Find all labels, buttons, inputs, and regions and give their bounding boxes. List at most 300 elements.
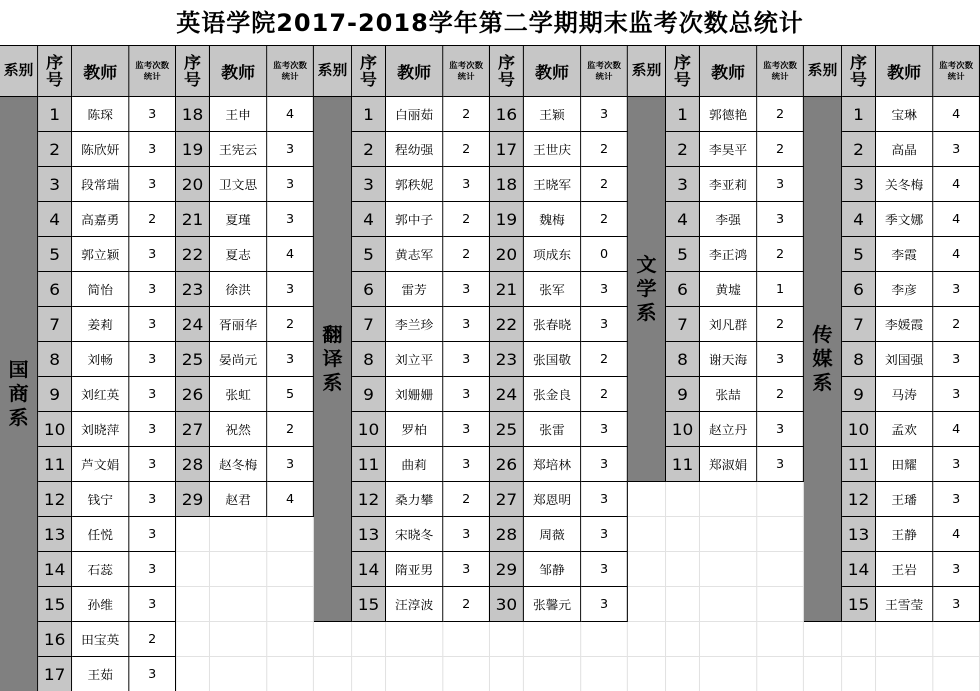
empty-cell [524, 657, 581, 691]
invigilation-count: 2 [581, 132, 628, 167]
invigilation-count: 4 [933, 167, 980, 202]
teacher-name: 石蕊 [72, 552, 129, 587]
invigilation-count: 2 [757, 132, 804, 167]
empty-cell [757, 482, 804, 517]
empty-cell [628, 622, 666, 657]
invigilation-count: 4 [267, 237, 314, 272]
row-index: 6 [352, 272, 386, 307]
teacher-name: 姜莉 [72, 307, 129, 342]
invigilation-count: 4 [933, 237, 980, 272]
row-index: 22 [176, 237, 210, 272]
empty-cell [666, 622, 700, 657]
row-index: 7 [842, 307, 876, 342]
empty-cell [210, 552, 267, 587]
empty-cell [666, 482, 700, 517]
invigilation-count: 2 [581, 167, 628, 202]
row-index: 20 [490, 237, 524, 272]
empty-cell [666, 552, 700, 587]
empty-cell [490, 657, 524, 691]
invigilation-count: 3 [443, 552, 490, 587]
row-index: 3 [666, 167, 700, 202]
teacher-name: 刘红英 [72, 377, 129, 412]
invigilation-count: 2 [267, 412, 314, 447]
teacher-name: 李媛霞 [876, 307, 933, 342]
invigilation-count: 3 [933, 377, 980, 412]
invigilation-count: 2 [757, 307, 804, 342]
teacher-name: 张春晓 [524, 307, 581, 342]
empty-cell [386, 622, 443, 657]
teacher-name: 孟欢 [876, 412, 933, 447]
invigilation-count: 3 [933, 447, 980, 482]
department-2: 翻译系 [314, 97, 352, 622]
invigilation-count: 3 [129, 237, 176, 272]
teacher-name: 王茹 [72, 657, 129, 691]
teacher-name: 周薇 [524, 517, 581, 552]
invigilation-count: 3 [581, 587, 628, 622]
teacher-name: 夏志 [210, 237, 267, 272]
invigilation-count: 3 [757, 342, 804, 377]
invigilation-count: 4 [267, 482, 314, 517]
invigilation-count: 3 [757, 412, 804, 447]
invigilation-count: 3 [581, 482, 628, 517]
invigilation-count: 2 [581, 377, 628, 412]
invigilation-count: 3 [443, 342, 490, 377]
empty-cell [757, 552, 804, 587]
teacher-name: 段常瑞 [72, 167, 129, 202]
row-index: 19 [176, 132, 210, 167]
teacher-name: 赵冬梅 [210, 447, 267, 482]
invigilation-count: 3 [443, 167, 490, 202]
row-index: 4 [666, 202, 700, 237]
invigilation-count: 3 [933, 482, 980, 517]
row-index: 14 [842, 552, 876, 587]
teacher-name: 张雷 [524, 412, 581, 447]
row-index: 17 [490, 132, 524, 167]
invigilation-count: 5 [267, 377, 314, 412]
row-index: 8 [352, 342, 386, 377]
invigilation-count: 3 [443, 447, 490, 482]
invigilation-count: 3 [443, 307, 490, 342]
empty-cell [757, 587, 804, 622]
invigilation-count: 2 [129, 622, 176, 657]
empty-cell [210, 622, 267, 657]
header-index: 序号 [842, 46, 876, 97]
empty-cell [352, 622, 386, 657]
empty-cell [176, 587, 210, 622]
invigilation-count: 3 [933, 587, 980, 622]
row-index: 26 [176, 377, 210, 412]
invigilation-count: 2 [757, 237, 804, 272]
page-title: 英语学院2017-2018学年第二学期期末监考次数总统计 [176, 9, 804, 37]
teacher-name: 陈琛 [72, 97, 129, 132]
row-index: 4 [352, 202, 386, 237]
empty-cell [876, 622, 933, 657]
empty-cell [804, 622, 842, 657]
empty-cell [700, 482, 757, 517]
invigilation-count: 4 [267, 97, 314, 132]
teacher-name: 曲莉 [386, 447, 443, 482]
row-index: 1 [38, 97, 72, 132]
row-index: 6 [666, 272, 700, 307]
teacher-name: 卫文思 [210, 167, 267, 202]
header-teacher: 教师 [386, 46, 443, 97]
teacher-name: 郑恩明 [524, 482, 581, 517]
invigilation-count: 3 [581, 517, 628, 552]
empty-cell [176, 622, 210, 657]
teacher-name: 郭秩妮 [386, 167, 443, 202]
empty-cell [267, 587, 314, 622]
row-index: 12 [38, 482, 72, 517]
department-4: 传媒系 [804, 97, 842, 622]
invigilation-count: 3 [129, 97, 176, 132]
teacher-name: 郑培林 [524, 447, 581, 482]
row-index: 18 [176, 97, 210, 132]
teacher-name: 高晶 [876, 132, 933, 167]
teacher-name: 王颖 [524, 97, 581, 132]
row-index: 5 [38, 237, 72, 272]
invigilation-count: 3 [129, 447, 176, 482]
row-index: 13 [352, 517, 386, 552]
teacher-name: 李亚莉 [700, 167, 757, 202]
invigilation-count: 3 [933, 552, 980, 587]
header-teacher: 教师 [210, 46, 267, 97]
teacher-name: 王晓军 [524, 167, 581, 202]
row-index: 14 [352, 552, 386, 587]
invigilation-count: 3 [267, 202, 314, 237]
row-index: 24 [490, 377, 524, 412]
empty-cell [666, 587, 700, 622]
teacher-name: 任悦 [72, 517, 129, 552]
header-count: 监考次数统计 [757, 46, 804, 97]
empty-cell [842, 657, 876, 691]
teacher-name: 刘凡群 [700, 307, 757, 342]
invigilation-count: 3 [933, 272, 980, 307]
empty-cell [700, 622, 757, 657]
teacher-name: 罗柏 [386, 412, 443, 447]
header-index: 序号 [490, 46, 524, 97]
empty-cell [666, 657, 700, 691]
invigilation-count: 3 [581, 97, 628, 132]
invigilation-count: 2 [581, 202, 628, 237]
teacher-name: 宝琳 [876, 97, 933, 132]
empty-cell [842, 622, 876, 657]
empty-cell [176, 517, 210, 552]
row-index: 1 [352, 97, 386, 132]
row-index: 15 [842, 587, 876, 622]
row-index: 2 [38, 132, 72, 167]
teacher-name: 郭中子 [386, 202, 443, 237]
teacher-name: 郭德艳 [700, 97, 757, 132]
invigilation-count: 3 [581, 412, 628, 447]
teacher-name: 胥丽华 [210, 307, 267, 342]
empty-cell [210, 587, 267, 622]
header-teacher: 教师 [876, 46, 933, 97]
invigilation-count: 3 [129, 342, 176, 377]
teacher-name: 李正鸿 [700, 237, 757, 272]
row-index: 23 [490, 342, 524, 377]
row-index: 21 [176, 202, 210, 237]
row-index: 2 [352, 132, 386, 167]
row-index: 16 [490, 97, 524, 132]
teacher-name: 徐洪 [210, 272, 267, 307]
row-index: 9 [352, 377, 386, 412]
teacher-name: 芦文娟 [72, 447, 129, 482]
invigilation-count: 4 [933, 97, 980, 132]
empty-cell [490, 622, 524, 657]
empty-cell [210, 657, 267, 691]
teacher-name: 刘立平 [386, 342, 443, 377]
row-index: 20 [176, 167, 210, 202]
row-index: 11 [666, 447, 700, 482]
row-index: 9 [38, 377, 72, 412]
empty-cell [443, 657, 490, 691]
empty-cell [267, 552, 314, 587]
invigilation-count: 3 [129, 482, 176, 517]
teacher-name: 李兰珍 [386, 307, 443, 342]
row-index: 24 [176, 307, 210, 342]
row-index: 7 [666, 307, 700, 342]
row-index: 27 [176, 412, 210, 447]
header-index: 序号 [666, 46, 700, 97]
header-department: 系别 [628, 46, 666, 97]
teacher-name: 关冬梅 [876, 167, 933, 202]
invigilation-count: 2 [443, 587, 490, 622]
teacher-name: 雷芳 [386, 272, 443, 307]
invigilation-count: 3 [933, 132, 980, 167]
invigilation-count: 3 [581, 552, 628, 587]
teacher-name: 赵君 [210, 482, 267, 517]
header-index: 序号 [352, 46, 386, 97]
teacher-name: 夏瑾 [210, 202, 267, 237]
invigilation-count: 3 [129, 377, 176, 412]
teacher-name: 田宝英 [72, 622, 129, 657]
department-1: 国商系 [0, 97, 38, 691]
empty-cell [700, 657, 757, 691]
teacher-name: 孙维 [72, 587, 129, 622]
row-index: 2 [842, 132, 876, 167]
invigilation-count: 3 [129, 587, 176, 622]
empty-cell [314, 622, 352, 657]
invigilation-count: 2 [933, 307, 980, 342]
row-index: 17 [38, 657, 72, 691]
empty-cell [876, 657, 933, 691]
row-index: 11 [38, 447, 72, 482]
header-count: 监考次数统计 [581, 46, 628, 97]
header-teacher: 教师 [700, 46, 757, 97]
header-department: 系别 [314, 46, 352, 97]
invigilation-count: 3 [267, 272, 314, 307]
teacher-name: 邹静 [524, 552, 581, 587]
teacher-name: 黄志军 [386, 237, 443, 272]
empty-cell [176, 657, 210, 691]
teacher-name: 宋晓冬 [386, 517, 443, 552]
teacher-name: 桑力攀 [386, 482, 443, 517]
row-index: 8 [666, 342, 700, 377]
header-index: 序号 [38, 46, 72, 97]
row-index: 16 [38, 622, 72, 657]
row-index: 5 [842, 237, 876, 272]
row-index: 10 [352, 412, 386, 447]
invigilation-count: 3 [129, 657, 176, 691]
invigilation-count: 2 [443, 237, 490, 272]
row-index: 4 [842, 202, 876, 237]
row-index: 29 [176, 482, 210, 517]
header-count: 监考次数统计 [933, 46, 980, 97]
empty-cell [176, 552, 210, 587]
teacher-name: 张馨元 [524, 587, 581, 622]
invigilation-count: 1 [757, 272, 804, 307]
teacher-name: 王静 [876, 517, 933, 552]
empty-cell [524, 622, 581, 657]
invigilation-count: 3 [267, 342, 314, 377]
row-index: 6 [38, 272, 72, 307]
teacher-name: 李强 [700, 202, 757, 237]
teacher-name: 马涛 [876, 377, 933, 412]
teacher-name: 王宪云 [210, 132, 267, 167]
row-index: 10 [38, 412, 72, 447]
teacher-name: 隋亚男 [386, 552, 443, 587]
row-index: 22 [490, 307, 524, 342]
empty-cell [267, 517, 314, 552]
teacher-name: 张喆 [700, 377, 757, 412]
invigilation-count: 2 [757, 377, 804, 412]
empty-cell [757, 517, 804, 552]
empty-cell [933, 622, 980, 657]
teacher-name: 张国敬 [524, 342, 581, 377]
invigilation-count: 2 [443, 482, 490, 517]
empty-cell [628, 657, 666, 691]
header-count: 监考次数统计 [443, 46, 490, 97]
row-index: 28 [490, 517, 524, 552]
invigilation-count: 3 [267, 167, 314, 202]
teacher-name: 郭立颖 [72, 237, 129, 272]
header-department: 系别 [0, 46, 38, 97]
invigilation-count: 3 [443, 517, 490, 552]
header-department: 系别 [804, 46, 842, 97]
department-3: 文学系 [628, 97, 666, 482]
teacher-name: 张军 [524, 272, 581, 307]
invigilation-count: 3 [129, 517, 176, 552]
row-index: 29 [490, 552, 524, 587]
teacher-name: 李彦 [876, 272, 933, 307]
teacher-name: 赵立丹 [700, 412, 757, 447]
row-index: 3 [352, 167, 386, 202]
invigilation-count: 3 [581, 307, 628, 342]
empty-cell [700, 587, 757, 622]
teacher-name: 晏尚元 [210, 342, 267, 377]
row-index: 5 [352, 237, 386, 272]
invigilation-count: 2 [443, 97, 490, 132]
row-index: 25 [490, 412, 524, 447]
row-index: 23 [176, 272, 210, 307]
row-index: 2 [666, 132, 700, 167]
invigilation-count: 3 [129, 272, 176, 307]
empty-cell [267, 657, 314, 691]
row-index: 13 [842, 517, 876, 552]
teacher-name: 刘畅 [72, 342, 129, 377]
row-index: 12 [842, 482, 876, 517]
row-index: 18 [490, 167, 524, 202]
row-index: 10 [666, 412, 700, 447]
header-count: 监考次数统计 [129, 46, 176, 97]
invigilation-count: 4 [933, 412, 980, 447]
teacher-name: 刘国强 [876, 342, 933, 377]
empty-cell [267, 622, 314, 657]
invigilation-count: 2 [129, 202, 176, 237]
row-index: 7 [38, 307, 72, 342]
invigilation-count: 3 [933, 342, 980, 377]
row-index: 9 [842, 377, 876, 412]
invigilation-count: 3 [443, 272, 490, 307]
teacher-name: 白丽茹 [386, 97, 443, 132]
teacher-name: 黄墟 [700, 272, 757, 307]
empty-cell [757, 622, 804, 657]
teacher-name: 简怡 [72, 272, 129, 307]
invigilation-count: 4 [933, 202, 980, 237]
invigilation-count: 3 [129, 307, 176, 342]
empty-cell [757, 657, 804, 691]
invigilation-count: 2 [267, 307, 314, 342]
row-index: 19 [490, 202, 524, 237]
row-index: 25 [176, 342, 210, 377]
teacher-name: 李霞 [876, 237, 933, 272]
invigilation-count: 2 [443, 132, 490, 167]
empty-cell [314, 657, 352, 691]
teacher-name: 程幼强 [386, 132, 443, 167]
teacher-name: 张虹 [210, 377, 267, 412]
row-index: 21 [490, 272, 524, 307]
empty-cell [210, 517, 267, 552]
teacher-name: 汪淳波 [386, 587, 443, 622]
invigilation-count: 3 [129, 132, 176, 167]
row-index: 15 [352, 587, 386, 622]
header-teacher: 教师 [72, 46, 129, 97]
teacher-name: 张金良 [524, 377, 581, 412]
row-index: 10 [842, 412, 876, 447]
row-index: 30 [490, 587, 524, 622]
teacher-name: 项成东 [524, 237, 581, 272]
row-index: 1 [666, 97, 700, 132]
row-index: 4 [38, 202, 72, 237]
row-index: 11 [352, 447, 386, 482]
teacher-name: 谢天海 [700, 342, 757, 377]
teacher-name: 刘晓萍 [72, 412, 129, 447]
invigilation-count: 3 [129, 552, 176, 587]
row-index: 13 [38, 517, 72, 552]
invigilation-count: 3 [757, 447, 804, 482]
row-index: 7 [352, 307, 386, 342]
row-index: 3 [38, 167, 72, 202]
teacher-name: 李昊平 [700, 132, 757, 167]
teacher-name: 郑淑娟 [700, 447, 757, 482]
invigilation-count: 3 [443, 412, 490, 447]
teacher-name: 田耀 [876, 447, 933, 482]
row-index: 12 [352, 482, 386, 517]
invigilation-count: 3 [267, 132, 314, 167]
row-index: 3 [842, 167, 876, 202]
row-index: 8 [38, 342, 72, 377]
teacher-name: 王雪莹 [876, 587, 933, 622]
row-index: 27 [490, 482, 524, 517]
empty-cell [581, 622, 628, 657]
teacher-name: 王申 [210, 97, 267, 132]
invigilation-count: 2 [443, 202, 490, 237]
row-index: 8 [842, 342, 876, 377]
invigilation-count: 2 [757, 97, 804, 132]
empty-cell [386, 657, 443, 691]
teacher-name: 陈欣妍 [72, 132, 129, 167]
row-index: 1 [842, 97, 876, 132]
